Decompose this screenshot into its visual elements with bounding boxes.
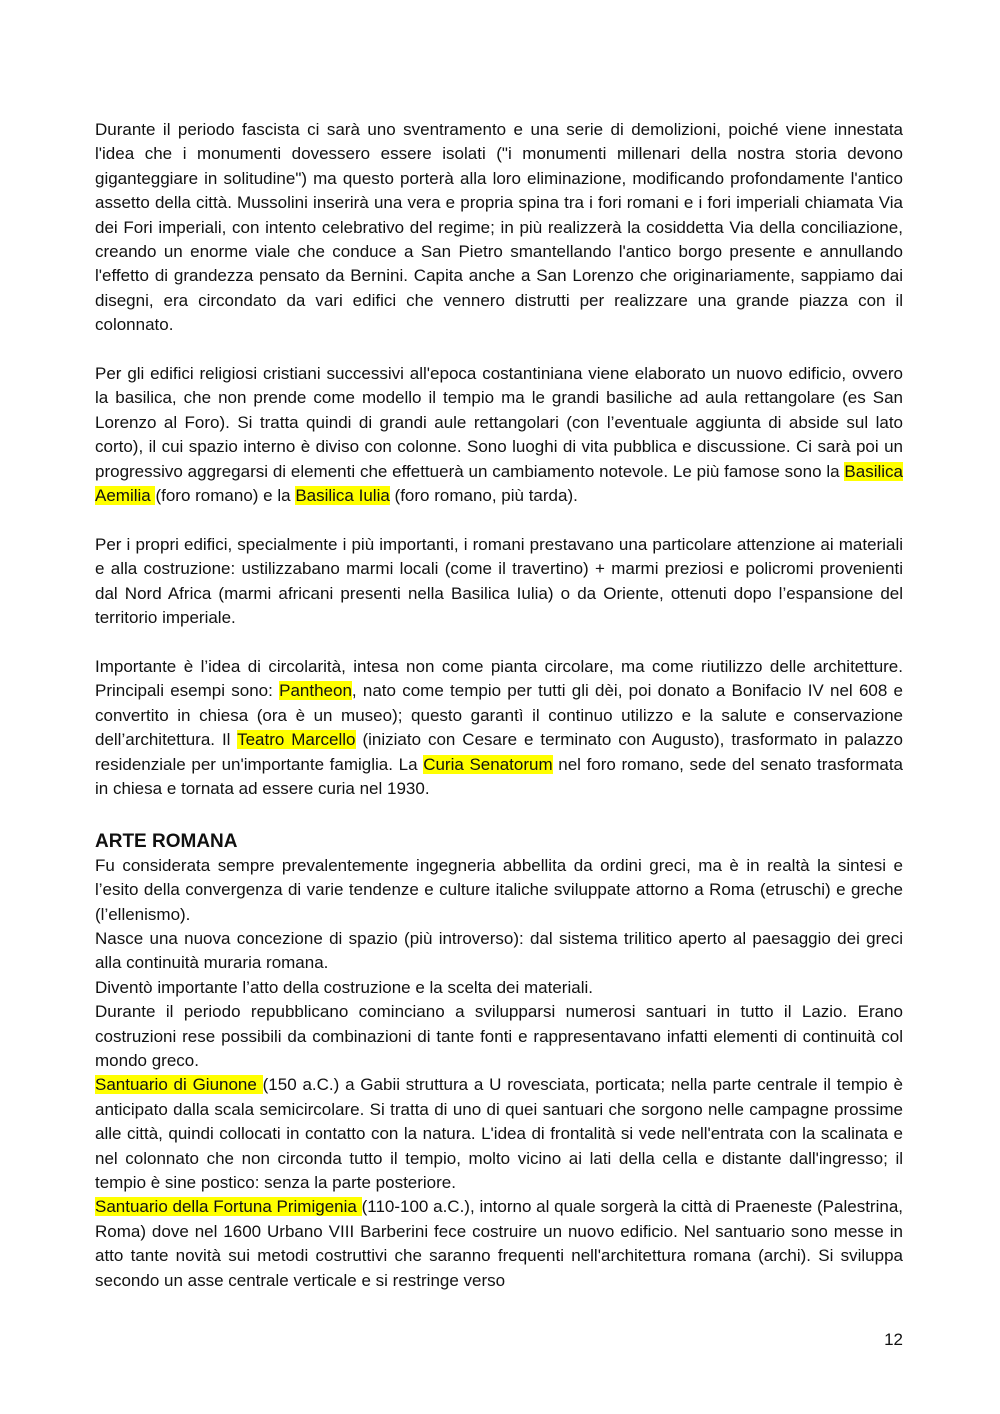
highlight-pantheon: Pantheon (279, 681, 352, 701)
text-run: (foro romano) e la (155, 486, 296, 506)
paragraph-spacer (95, 801, 903, 825)
text-run: (110-100 a.C.), intorno al quale sorgerà la città di Praeneste (Palestrina, Roma) dove nel 1600 Urbano VIII Barberini fece costruire un nuovo edificio. Nel santuario sono messe in atto tante novità sui metodi costruttivi che saranno frequenti nell'architettura romana (archi). Si sviluppa secondo un asse centrale verticale e si restringe verso (95, 1197, 903, 1290)
paragraph-republican-sanctuaries: Durante il periodo repubblicano cominciano a svilupparsi numerosi santuari in tutto il Lazio. Erano costruzioni rese possibili da combinazioni di tante fonti e rappresentavano infatti elementi di continuità col mondo greco. (95, 1002, 903, 1070)
text-run: , nato come tempio per tutti gli dèi, poi donato a Bonifacio IV nel 608 e convertito in chiesa (ora è un museo); questo garantì il continuo utilizzo e la salute e conservazione dell’architettura. Il (95, 681, 904, 750)
text-run: (150 a.C.) a Gabii struttura a U rovesciata, porticata; nella parte centrale il tempio è anticipato dalla scala semicircolare. Si tratta di uno di quei santuari che sorgono nelle campagne prossime alle città, quindi collocati in contatto con la natura. L'idea di frontalità si vede nell'entrata con la scalinata e nel colonnato che non circonda tutto il tempio, molto vicino ai lati della cella e distante dall'ingresso; il tempio è sine postico: senza la parte posteriore. (95, 1075, 903, 1192)
page-number: 12 (884, 1330, 903, 1349)
highlight-curia-senatorum: Curia Senatorum (423, 754, 553, 774)
highlight-santuario-fortuna-primigenia: Santuario della Fortuna Primigenia (95, 1197, 362, 1217)
paragraph-materials: Per i propri edifici, specialmente i più importanti, i romani prestavano una particolare attenzione ai materiali e alla costruzione: ustilizzabano marmi locali (come il travertino) + marmi preziosi e policromi provenienti dal Nord Africa (marmi africani presenti nella Basilica Iulia) o da Oriente, ottenuti dopo l’espansione del territorio imperiale. (95, 534, 903, 628)
section-heading-arte-romana: ARTE ROMANA (95, 830, 238, 852)
paragraph-santuario-fortuna (95, 1195, 903, 1293)
paragraph-space-concept: Nasce una nuova concezione di spazio (più introverso): dal sistema trilitico aperto al paesaggio dei greci alla continuità muraria romana. (95, 928, 903, 973)
paragraph-spacer (95, 631, 903, 655)
text-run: Per gli edifici religiosi cristiani successivi all'epoca costantiniana viene elaborato un nuovo edificio, ovvero la basilica, che non prende come modello il tempio ma le grandi basiliche ad aula rettangolare (es San Lorenzo al Foro). Si tratta quindi di grandi aule rettangolari (con l’eventuale aggiunta di abside sul lato corto), il cui spazio interno è diviso con colonne. Sono luoghi di vita pubblica e discussione. Ci sarà poi un progressivo aggregarsi di elementi che effettuerà un cambiamento notevole. Le più famose sono la (95, 364, 903, 481)
paragraph-santuario-giunone (95, 1073, 903, 1195)
text-run: (foro romano, più tarda). (389, 486, 578, 506)
highlight-teatro-marcello: Teatro Marcello (237, 730, 356, 750)
paragraph-engineering: Fu considerata sempre prevalentemente ingegneria abbellita da ordini greci, ma è in realtà la sintesi e l’esito della convergenza di varie tendenze e culture italiche sviluppate attorno a Roma (etruschi) e greche (l’ellenismo). (95, 855, 903, 924)
highlight-basilica-aemilia: Basilica Aemilia (95, 461, 903, 506)
paragraph-spacer (95, 338, 903, 362)
paragraph-construction: Diventò importante l’atto della costruzione e la scelta dei materiali. (95, 977, 593, 997)
paragraph-fascist-demolitions: Durante il periodo fascista ci sarà uno sventramento e una serie di demolizioni, poiché viene innestata l'idea che i monumenti dovessero essere isolati ("i monumenti millenari della nostra storia devono giganteggiare in solitudine") ma questo porterà alla loro eliminazione, modificando profondamente l'antico assetto della città. Mussolini inserirà una vera e propria spina tra i fori romani e i fori imperiali chiamata Via dei Fori imperiali, con intento celebrativo del regime; in più realizzerà la cosiddetta Via della conciliazione, creando un enorme viale che conduce a San Pietro smantellando l'antico borgo presente e annullando l'effetto di grandezza pensato da Bernini. Capita anche a San Lorenzo che originariamente, sappiamo dai disegni, era circondato da vari edifici che vennero distrutti per realizzare una grande piazza con il colonnato. (95, 120, 903, 335)
document-page-body (95, 118, 903, 1293)
text-run: nel foro romano, sede del senato trasformata in chiesa e tornata ad essere curia nel 1930. (95, 754, 903, 798)
highlight-basilica-iulia: Basilica Iulia (295, 486, 390, 506)
paragraph-christian-basilica (95, 362, 903, 508)
text-run: Importante è l’idea di circolarità, intesa non come pianta circolare, ma come riutilizzo delle architetture. Principali esempi sono: (95, 656, 903, 701)
text-run: (iniziato con Cesare e terminato con Augusto), trasformato in palazzo residenziale per un'importante famiglia. La (95, 730, 904, 774)
paragraph-circularity (95, 655, 903, 801)
paragraph-spacer (95, 508, 903, 532)
highlight-santuario-giunone: Santuario di Giunone (95, 1075, 263, 1095)
